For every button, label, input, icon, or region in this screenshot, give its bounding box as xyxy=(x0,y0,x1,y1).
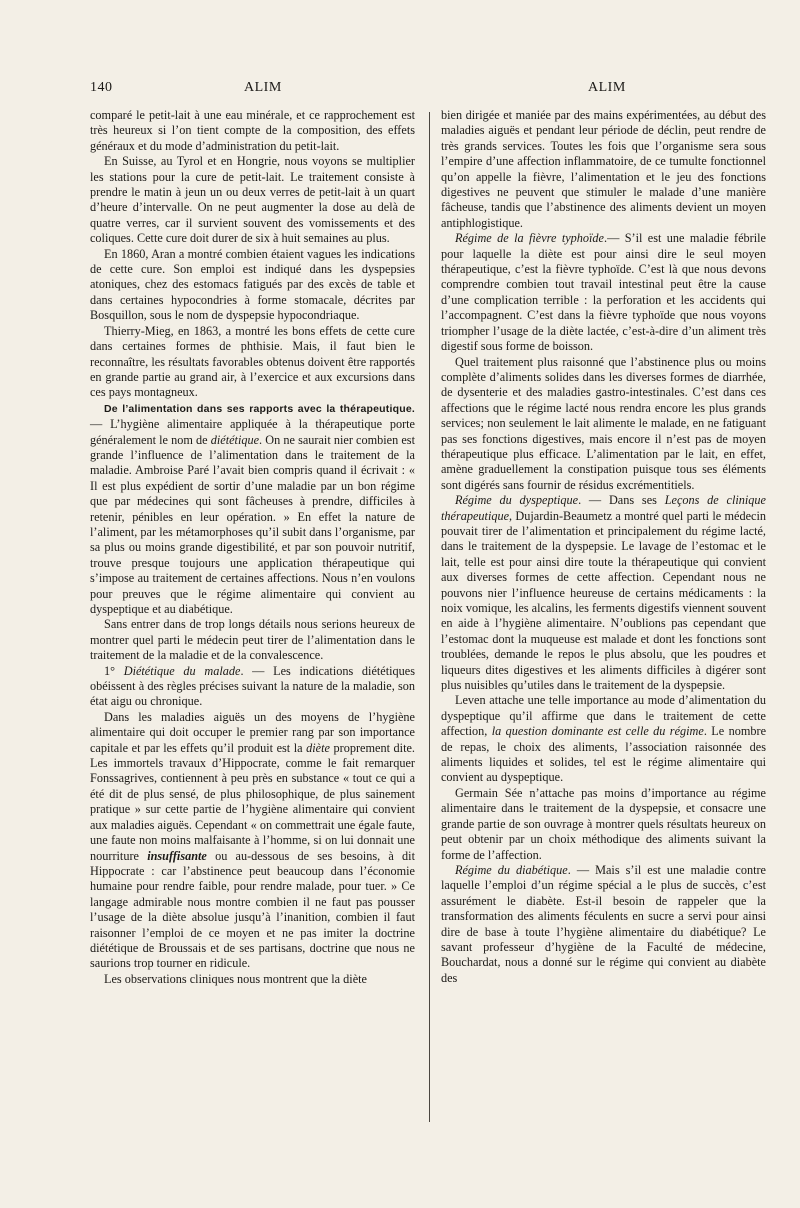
subsection-heading: Diététique du malade xyxy=(123,663,241,678)
paragraph: Sans entrer dans de trop longs détails nous serions heureux de montrer quel parti le médecin peut tirer de l’alimentation dans le traitement de la maladie et de la convalescence. xyxy=(90,617,415,663)
paragraph: Quel traitement plus raisonné que l’abstinence plus ou moins complète d’aliments solides dans les diverses formes de diarrhée, de dysenterie et des maladies gastro-intestinales. C’est dans ces affections que le régime lacté nous rendra encore les plus grands services; non seulement le lait alimente le malade, en ne fatiguant pas ses fonctions digestives, mais encore il n’est pas de moyen thérapeutique plus efficace. L’alimentation par le lait, en effet, amène graduellement la constipation puisque tous ses éléments sont digérés sans fournir de résidus excrémentitiels. xyxy=(441,354,766,492)
column-divider xyxy=(429,112,430,1122)
subsection-heading: Régime de la fièvre typhoïde xyxy=(455,231,604,246)
subsection-heading: Régime du dyspeptique xyxy=(455,493,579,508)
header-title-left: ALIM xyxy=(244,80,282,95)
paragraph: Germain Sée n’attache pas moins d’importance au régime alimentaire dans le traitement de la dyspepsie, et consacre une grande partie de son ouvrage à montrer quels résultats heureux on peut obtenir par un choix méthodique des aliments suivant la forme de l’affection. xyxy=(441,785,766,862)
section-heading: De l’alimentation dans ses rapports avec la thérapeutique. xyxy=(104,402,415,415)
section-paragraph: De l’alimentation dans ses rapports avec la thérapeutique. — L’hygiène alimentaire appliquée à la thérapeutique porte généralement le nom de diététique. On ne saurait nier combien est grande l’influence de l’alimentation dans le traitement de la maladie. Ambroise Paré l’avait bien compris quand il écrivait : « Il est plus expédient de sortir d’une maladie par un bon régime que par médecines qui sont fâcheuses à prendre, difficiles à retenir, pénibles en leur opération. » En effet la nature de l’aliment, par les métamorphoses qu’il subit dans l’organisme, par sa plus ou moins grande digestibilité, et par son pouvoir nutritif, trouve presque toujours une application thérapeutique qui s’impose au traitement de certaines affections. Nous n’en voulons pour preuves que le régime alimentaire qui convient au dyspeptique et au diabétique. xyxy=(90,402,415,616)
header-title-right: ALIM xyxy=(588,80,626,95)
paragraph: Dans les maladies aiguës un des moyens de l’hygiène alimentaire qui doit occuper le premier rang par son importance capitale et par les effets qu’il produit est la diète proprement dite. Les immortels travaux d’Hippocrate, comme le fait remarquer Fonssagrives, contiennent à peu près en substance « tout ce qui a été dit de plus sensé, de plus philosophique, de plus sainement pratique » sur cette partie de l’hygiène alimentaire qui convient aux maladies aiguës. Cependant « on commettrait une égale faute, une faute non moins malfaisante à l’homme, si on lui donnait une nourriture insuffisante ou au-dessous de ses besoins, à dit Hippocrate : car l’abstinence peut beaucoup dans l’économie humaine pour rendre faible, pour rendre malade, pour tuer. » Ce langage admirable nous montre combien il ne faut pas pousser l’usage de la diète absolue jusqu’à l’inanition, combien il faut raisonner l’emploi de ce moyen et ne pas imiter la doctrine diététique de Broussais et de ses partisans, doctrine que nous ne saurions trop tourner en ridicule. xyxy=(90,709,415,971)
paragraph: bien dirigée et maniée par des mains expérimentées, au début des maladies aiguës et pendant leur période de déclin, peut rendre de très grands services. Toutes les fois que l’organisme sera sous l’empire d’une affection inflammatoire, de ce tumulte fonctionnel qu’on appelle la fièvre, l’alimentation et le jeu des fonctions digestives ne peuvent que stimuler le malade d’une manière fâcheuse, tandis que l’abstinence des aliments devient un moyen antiphlogistique. xyxy=(441,108,766,230)
running-header xyxy=(86,80,772,102)
paragraph: En 1860, Aran a montré combien étaient vagues les indications de cette cure. Son emploi est indiqué dans les dyspepsies atoniques, chez des estomacs fatigués par des excès de table et dans certaines hypocondries à forme stomacale, décrites par Bosquillon, sous le nom de dyspepsie hypocondriaque. xyxy=(90,246,415,323)
paragraph: Thierry-Mieg, en 1863, a montré les bons effets de cette cure dans certaines formes de phthisie. Mais, il faut bien le reconnaître, les résultats favorables obtenus doivent être rapportés en grande partie au grand air, à l’exercice et aux excursions dans ces pays montagneux. xyxy=(90,323,415,400)
page-number: 140 xyxy=(90,80,113,95)
subsection-paragraph: 1° Diététique du malade. — Les indications diététiques obéissent à des règles précises suivant la nature de la maladie, son état aigu ou chronique. xyxy=(90,663,416,709)
subsection-paragraph: Régime du dyspeptique. — Dans ses Leçons de clinique thérapeutique, Dujardin-Beaumetz a montré quel parti le médecin pouvait tirer de l’alimentation et principalement du régime lacté, dans le traitement de la dyspepsie. Le lavage de l’estomac et le lait, telle est pour ainsi dire toute la thérapeutique qui convient aux diverses formes de cette affection. Cependant nous ne pouvons nier l’influence heureuse de certains médicaments : la noix vomique, les alcalins, les ferments digestifs viennent souvent en aide à l’hygiène alimentaire. N’oublions pas cependant que l’estomac dont la muqueuse est malade et dont les fonctions sont troublées, demande le repos le plus absolu, que les poudres et liqueurs dites digestives et les aliments difficiles à digérer sont plus nuisibles qu’utiles dans le traitement de la dyspepsie. xyxy=(441,493,766,693)
subsection-paragraph: Régime de la fièvre typhoïde.— S’il est une maladie fébrile pour laquelle la diète est pour ainsi dire le seul moyen thérapeutique, c’est la fièvre typhoïde. C’est là que nous devons comprendre combien tout travail intestinal peut être la cause d’une complication terrible : la perforation et les accidents qui l’accompagnent. C’est dans la fièvre typhoïde que nous voyons triompher l’usage de la diète lactée, c’est-à-dire d’un aliment très digestif sous forme de boisson. xyxy=(441,231,766,354)
subsection-heading: Régime du diabétique xyxy=(455,862,568,877)
right-column xyxy=(441,108,766,986)
paragraph: Les observations cliniques nous montrent que la diète xyxy=(104,971,367,986)
paragraph: En Suisse, au Tyrol et en Hongrie, nous voyons se multiplier les stations pour la cure de petit-lait. Le traitement consiste à prendre le matin à jeun un ou deux verres de petit-lait à un quart d’heure d’intervalle. On ne peut augmenter la dose au delà de quatre verres, car il survient souvent des vomissements et des coliques. Cette cure doit durer de six à huit semaines au plus. xyxy=(90,154,415,246)
paragraph: Leven attache une telle importance au mode d’alimentation du dyspeptique qu’il affirme que dans le traitement de cette affection, la question dominante est celle du régime. Le nombre de repas, le choix des aliments, l’association raisonnée des aliments liquides et solides, tel est le régime alimentaire qui convient au dyspeptique. xyxy=(441,693,767,785)
left-column xyxy=(90,108,415,987)
subsection-paragraph: Régime du diabétique. — Mais s’il est une maladie contre laquelle l’emploi d’un régime spécial a le plus de succès, c’est assurément le diabète. Est-il besoin de rappeler que la transformation des aliments féculents en sucre a servi pour ainsi dire de base à toute l’hygiène alimentaire du diabétique? Le savant professeur d’hygiène de la Faculté de médecine, Bouchardat, nous a donné sur le régime qui convient au diabète des xyxy=(441,862,766,985)
paragraph: comparé le petit-lait à une eau minérale, et ce rapprochement est très heureux si l’on tient compte de la composition, des effets généraux et du mode d’administration du petit-lait. xyxy=(90,108,415,153)
